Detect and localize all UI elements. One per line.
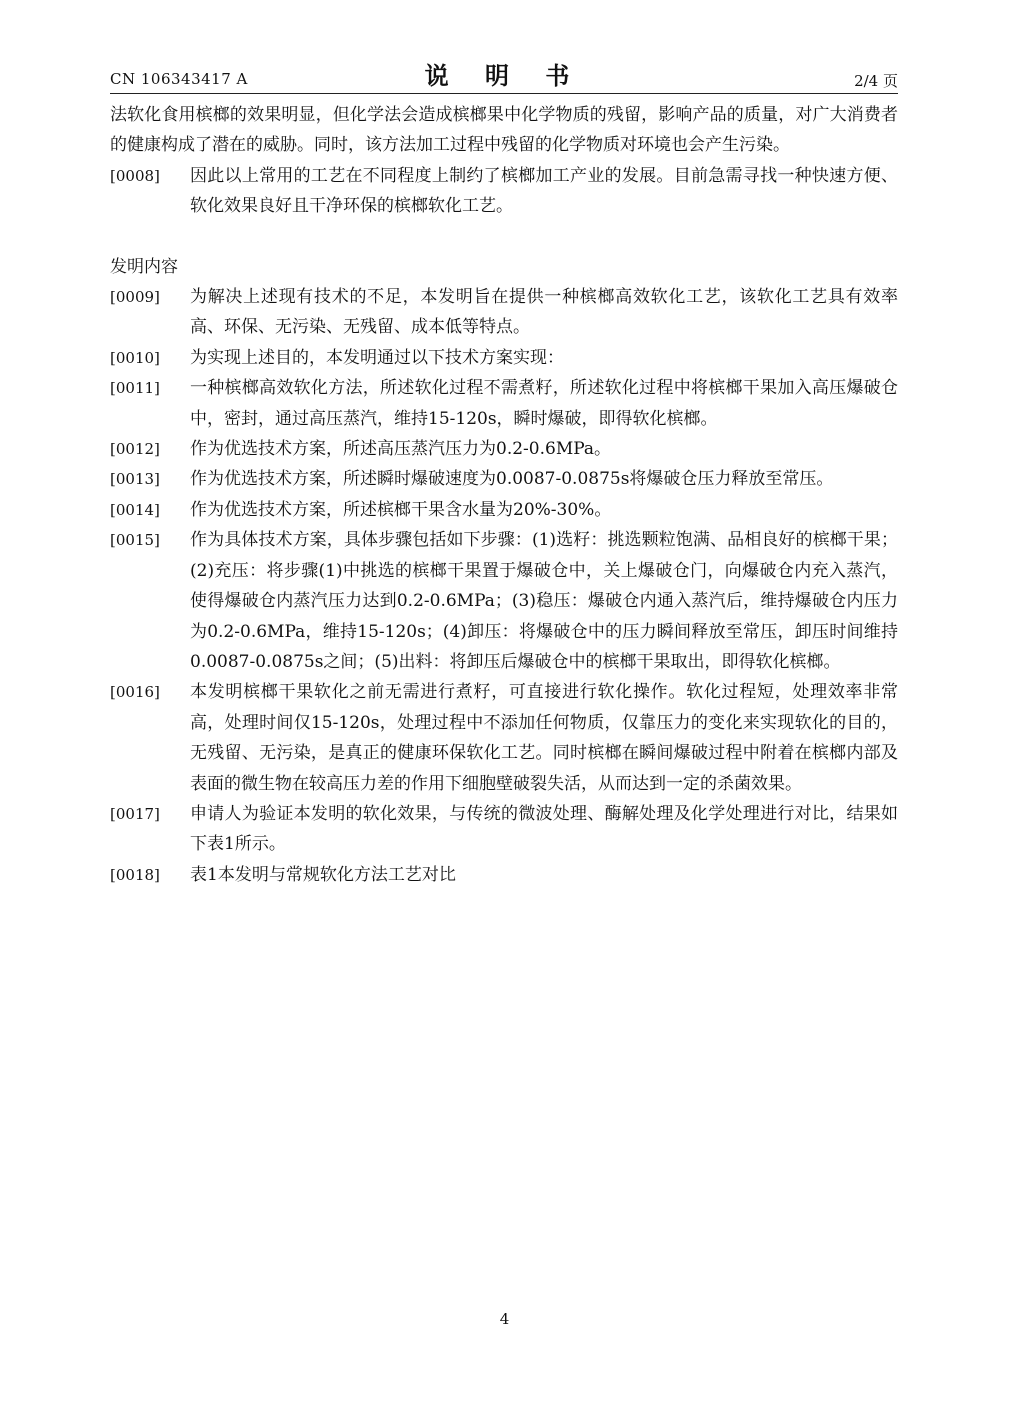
paragraph-text: 作为优选技术方案，所述瞬时爆破速度为0.0087-0.0875s将爆破仓压力释放至常压。 xyxy=(190,469,834,490)
header-rule xyxy=(110,93,898,94)
section-spacer xyxy=(110,222,898,252)
paragraph-0016 xyxy=(110,677,898,799)
paragraph-0009 xyxy=(110,282,898,343)
paragraph-0017 xyxy=(110,799,898,860)
paragraph-continued: 法软化食用槟榔的效果明显，但化学法会造成槟榔果中化学物质的残留，影响产品的质量，对广大消费者的健康构成了潜在的威胁。同时，该方法加工过程中残留的化学物质对环境也会产生污染。 xyxy=(110,105,898,156)
paragraph-text: 为解决上述现有技术的不足，本发明旨在提供一种槟榔高效软化工艺，该软化工艺具有效率高、环保、无污染、无残留、成本低等特点。 xyxy=(190,287,898,338)
paragraph-0015 xyxy=(110,525,898,677)
patent-number: CN 106343417 A xyxy=(110,70,248,88)
paragraph-text: 一种槟榔高效软化方法，所述软化过程不需煮籽，所述软化过程中将槟榔干果加入高压爆破仓中，密封，通过高压蒸汽，维持15-120s，瞬时爆破，即得软化槟榔。 xyxy=(190,378,898,429)
paragraph-text: 作为具体技术方案，具体步骤包括如下步骤：(1)选籽：挑选颗粒饱满、品相良好的槟榔干果；(2)充压：将步骤(1)中挑选的槟榔干果置于爆破仓中，关上爆破仓门，向爆破仓内充入蒸汽，使得爆破仓内蒸汽压力达到0.2-0.6MPa；(3)稳压：爆破仓内通入蒸汽后，维持爆破仓内压力为0.2-0.6MPa，维持15-120s；(4)卸压：将爆破仓中的压力瞬间释放至常压，卸压时间维持0.0087-0.0875s之间；(5)出料：将卸压后爆破仓中的槟榔干果取出，即得软化槟榔。 xyxy=(190,530,898,672)
paragraph-0018 xyxy=(110,860,898,890)
paragraph-0013 xyxy=(110,464,898,494)
paragraph-number: [0015] xyxy=(110,531,160,550)
paragraph-0010 xyxy=(110,343,898,373)
page-number: 4 xyxy=(499,1310,510,1328)
paragraph-0011 xyxy=(110,373,898,434)
paragraph-text: 因此以上常用的工艺在不同程度上制约了槟榔加工产业的发展。目前急需寻找一种快速方便、软化效果良好且干净环保的槟榔软化工艺。 xyxy=(190,165,898,217)
paragraph-number: [0018] xyxy=(110,865,160,884)
paragraph-number: [0014] xyxy=(110,500,160,519)
document-body xyxy=(110,100,898,890)
section-heading: 发明内容 xyxy=(110,256,178,277)
paragraph-number: [0012] xyxy=(110,440,160,459)
paragraph-text: 作为优选技术方案，所述高压蒸汽压力为0.2-0.6MPa。 xyxy=(190,439,612,460)
paragraph-number: [0010] xyxy=(110,348,160,367)
paragraph-text: 为实现上述目的，本发明通过以下技术方案实现： xyxy=(190,347,564,368)
paragraph-number: [0008] xyxy=(110,166,160,185)
paragraph-number: [0009] xyxy=(110,288,160,307)
document-title: 说 明 书 xyxy=(424,61,584,90)
page-indicator: 2/4 页 xyxy=(854,72,898,90)
paragraph-number: [0017] xyxy=(110,804,160,823)
paragraph-text: 表1本发明与常规软化方法工艺对比 xyxy=(190,864,456,885)
paragraph-number: [0011] xyxy=(110,379,160,398)
paragraph-0008 xyxy=(110,161,898,222)
paragraph-text: 作为优选技术方案，所述槟榔干果含水量为20%-30%。 xyxy=(190,499,612,520)
paragraph-text: 申请人为验证本发明的软化效果，与传统的微波处理、酶解处理及化学处理进行对比，结果如下表1所示。 xyxy=(190,803,898,855)
paragraph-0014 xyxy=(110,495,898,525)
paragraph-0012 xyxy=(110,434,898,464)
paragraph-text: 本发明槟榔干果软化之前无需进行煮籽，可直接进行软化操作。软化过程短，处理效率非常高，处理时间仅15-120s，处理过程中不添加任何物质，仅靠压力的变化来实现软化的目的，无残留、无污染，是真正的健康环保软化工艺。同时槟榔在瞬间爆破过程中附着在槟榔内部及表面的微生物在较高压力差的作用下细胞壁破裂失活，从而达到一定的杀菌效果。 xyxy=(190,682,898,794)
paragraph-number: [0016] xyxy=(110,683,160,702)
page-header xyxy=(110,56,898,92)
paragraph-number: [0013] xyxy=(110,470,160,489)
